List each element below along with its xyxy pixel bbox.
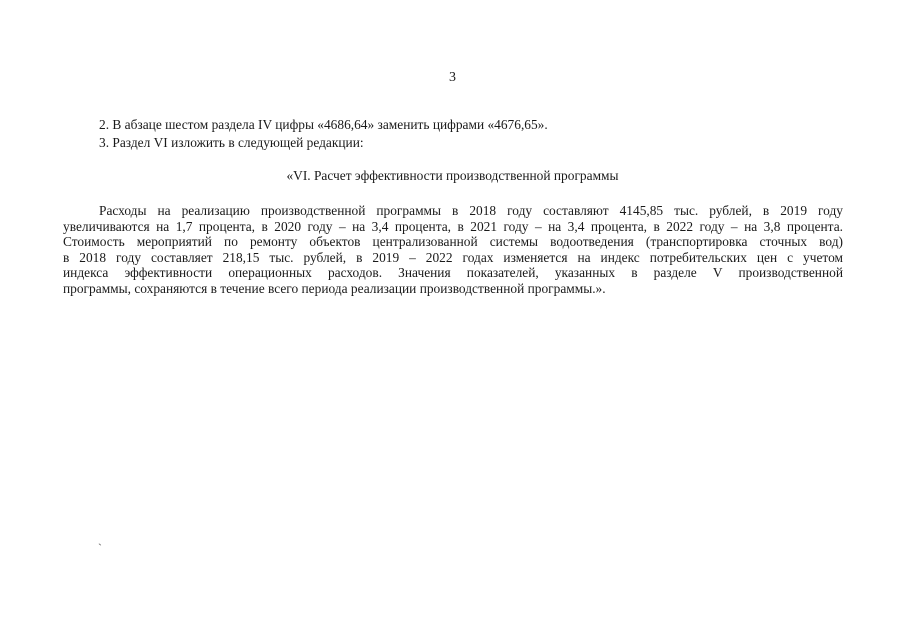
paragraph-line: программы, сохраняются в течение всего периода реализации производственной программы.». <box>63 280 606 296</box>
stray-mark: ` <box>98 541 102 555</box>
body-paragraph <box>63 203 843 297</box>
paragraph-line: Расходы на реализацию производственной программы в 2018 году составляют 4145,85 тыс. рублей, в 2019 году <box>99 203 843 218</box>
amendment-item-2: 2. В абзаце шестом раздела IV цифры «4686,64» заменить цифрами «4676,65». <box>99 117 548 132</box>
paragraph-line: в 2018 году составляет 218,15 тыс. рублей, в 2019 – 2022 годах изменяется на индекс потребительских цен с учетом <box>63 249 843 265</box>
page-number: 3 <box>449 70 456 85</box>
paragraph-line: увеличиваются на 1,7 процента, в 2020 году – на 3,4 процента, в 2021 году – на 3,4 процента, в 2022 году – на 3,8 процента. <box>63 218 843 234</box>
amendment-item-3: 3. Раздел VI изложить в следующей редакции: <box>99 135 364 150</box>
paragraph-line: индекса эффективности операционных расходов. Значения показателей, указанных в разделе V производственной <box>63 265 843 281</box>
paragraph-line: Стоимость мероприятий по ремонту объектов централизованной системы водоотведения (транспортировка сточных вод) <box>63 234 843 250</box>
section-heading: «VI. Расчет эффективности производственной программы <box>286 168 619 183</box>
